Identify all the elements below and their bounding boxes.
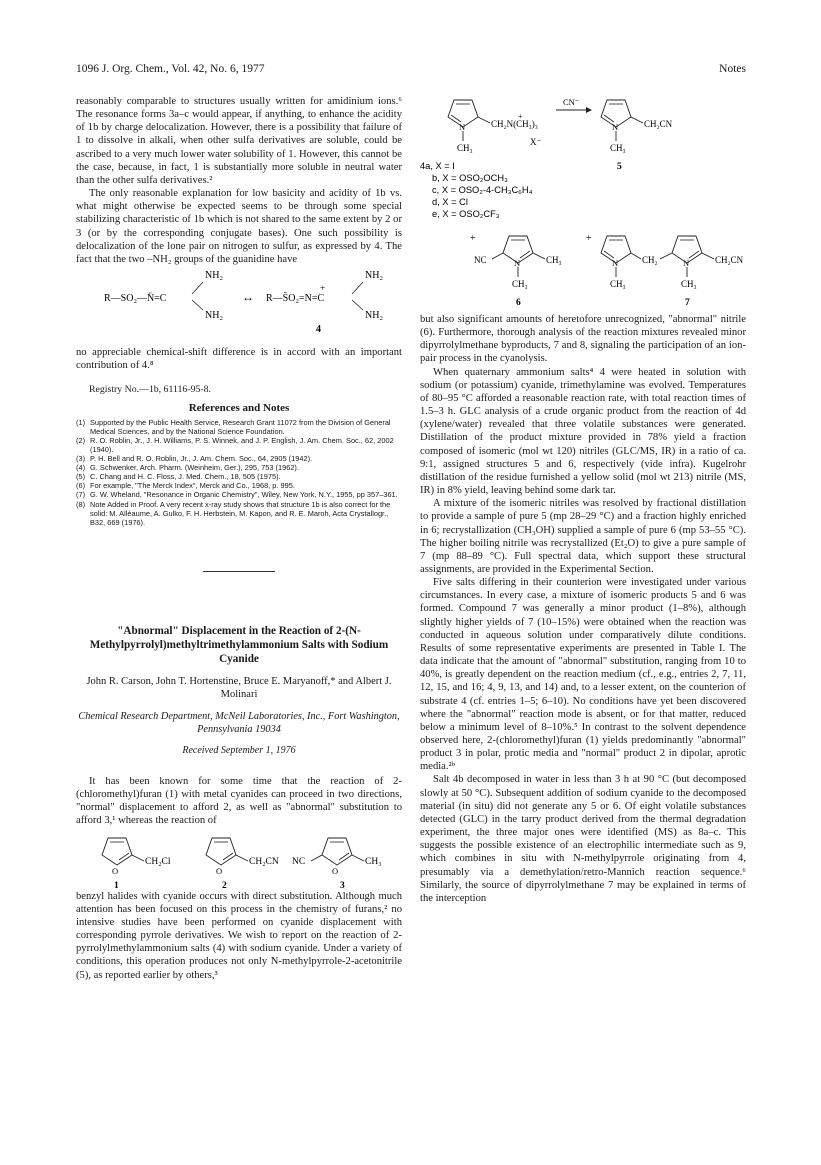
- n-methyl-label: CH₃: [457, 143, 473, 153]
- compound-number-7: 7: [685, 298, 690, 308]
- article-authors: John R. Carson, John T. Hortenstine, Bruce E. Maryanoff,* and Albert J. Molinari: [86, 675, 392, 700]
- nitrogen-label: N: [683, 258, 690, 268]
- article-affiliation: Chemical Research Department, McNeil Laboratories, Inc., Fort Washington, Pennsylvania 19034: [78, 710, 400, 735]
- nh2-label: NH₂: [205, 270, 223, 282]
- pyrrole-ring-7a: [601, 236, 641, 277]
- reaction-scheme: [420, 95, 746, 313]
- counterion-label: X⁻: [530, 137, 542, 147]
- right-column: [420, 95, 746, 905]
- n-methyl-label: CH₃: [610, 143, 626, 153]
- paragraph: The only reasonable explanation for low basicity and acidity of 1b vs. what might otherwise be expected seems to be through some special stabilizing characteristic of 1b which is not shared to the same extent by 2 or 3 (or by the corresponding conjugate bases). One such possibility is delocalization of the lone pair on nitrogen to sulfur, as expressed by 4. The fact that the two –NH₂ groups of the guanidine have: [76, 188, 402, 265]
- substituent-label: CH₃: [546, 255, 562, 265]
- furan-ring-2: [206, 838, 248, 865]
- plus-sign: +: [470, 233, 476, 244]
- nitrogen-label: N: [459, 122, 466, 132]
- reference-item: (2) R. O. Roblin, Jr., J. H. Williams, P. S. Winnek, and J. P. English, J. Am. Chem. Soc., 62, 2002 (1940).: [76, 435, 394, 454]
- pyrrole-ring-7b: [660, 236, 714, 277]
- received-date: Received September 1, 1976: [182, 744, 296, 756]
- oxygen-label: O: [216, 865, 223, 876]
- plus-charge: +: [518, 112, 523, 121]
- substituent-label: CH₂CN: [249, 856, 279, 867]
- substituent-label: CH₂CN: [644, 119, 673, 129]
- resonance-structure-4: [76, 266, 402, 346]
- plus-charge: +: [320, 283, 326, 294]
- counterion-option: b, X = OSO₂OCH₃: [432, 173, 508, 183]
- nh2-label: NH₂: [365, 310, 383, 322]
- reagent-label: CN⁻: [563, 97, 580, 107]
- right-chain: R—S̄O₂=N=C: [266, 293, 325, 305]
- nitrogen-label: N: [612, 122, 619, 132]
- compound-number: 3: [340, 880, 345, 890]
- substituent-label: NC: [292, 856, 306, 867]
- resonance-arrow: ↔: [242, 290, 254, 305]
- pyrrole-ring-6: [492, 236, 545, 277]
- running-header: [76, 63, 746, 79]
- compound-number-5: 5: [617, 162, 622, 172]
- reference-item: (5) C. Chang and H. C. Floss, J. Med. Chem., 18, 505 (1975).: [76, 472, 281, 482]
- substituent-label: CH₂Cl: [145, 856, 171, 867]
- paragraph: but also significant amounts of heretofore unrecognized, "abnormal" nitrile (6). Furthermore, thorough analysis of the reaction mixtures revealed minor dipyrrolylmethane byproducts, 7 and 8, signaling the participation of an ion-pair process in the cyanolysis.: [420, 314, 746, 365]
- n-methyl-label: CH₃: [610, 279, 626, 289]
- header-section: Notes: [719, 63, 746, 75]
- header-journal: 1096 J. Org. Chem., Vol. 42, No. 6, 1977: [76, 63, 265, 75]
- registry-numbers: Registry No.—1b, 61116-95-8.: [89, 384, 211, 396]
- left-column: [76, 95, 402, 982]
- nitrogen-label: N: [612, 258, 619, 268]
- paragraph: Five salts differing in their counterion were investigated under various circumstances. In every case, a mixture of isomeric products 5 and 6 was formed. Compound 7 was generally a minor product (1–8%), although slightly higher yields of 7 (10–15%) were obtained when the reaction was conducted in aqueous solution under comparatively dilute conditions. Results of some representative experiments are presented in Table I. The data indicate that the amount of "abnormal" substitution, ranging from 10 to 40%, is greatly dependent on the reaction medium (cf., e.g., entries 2, 7, 11, 12, 15, and 16; 4, 9, 13, and 14) and, to a lesser extent, on the counterion of substrate 4 (cf. entries 1–5; 6–10). No conditions have yet been discovered where the "abnormal" reaction mode is absent, or for that matter, reduced below a minimum level of 8–10%.⁵ In contrast to the solvent dependence observed here, 2-(chloromethyl)furan (1) yields predominantly "abnormal" product 3 in polar, protic media and "normal" product 2 in dipolar, aprotic media.²ᵇ: [420, 577, 746, 773]
- n-methyl-label: CH₃: [681, 279, 697, 289]
- substituent-label: CH₂CN: [715, 255, 744, 265]
- nh2-label: NH₂: [205, 310, 223, 322]
- paragraph: benzyl halides with cyanide occurs with direct substitution. Although much attention has been focused on this process in the chemistry of furans,² no intensive studies have been performed on cyanide displacement with corresponding pyrrole derivatives. We wish to report on the reaction of 2-pyrrolylmethylammonium salts (4) with sodium cyanide. Under a variety of conditions, this operation produces not only N-methylpyrrole-2-acetonitrile (5), as reported earlier by others,³: [76, 890, 402, 981]
- plus-sign: +: [586, 233, 592, 244]
- compound-number: 2: [222, 880, 227, 890]
- reference-item: (1) Supported by the Public Health Service, Research Grant 11072 from the Division of General Medical Sciences, and by the National Science Foundation.: [76, 417, 391, 436]
- reference-item: (3) P. H. Bell and R. O. Roblin, Jr., J. Am. Chem. Soc., 64, 2905 (1942).: [76, 454, 313, 464]
- paragraph: reasonably comparable to structures usually written for amidinium ions.⁶ The resonance forms 3a–c would appear, if anything, to enhance the acidity of 1b by charge delocalization. However, there is a possibility that failure of 1 to dissolve in alkali, when other sulfa derivatives are soluble, could be ascribed to a very much lower water solubility of 1. However, this cannot be the case, because, in fact, 1 is substantially more soluble in neutral water than the other sulfa derivatives.²: [76, 96, 402, 186]
- compound-number: 1: [114, 880, 119, 890]
- compound-number-6: 6: [516, 298, 521, 308]
- substituent-label: CH₂N(CH₃)₃: [491, 119, 538, 129]
- reference-item: (7) G. W. Wheland, "Resonance in Organic Chemistry", Wiley, New York, N.Y., 1955, pp 357–361.: [76, 490, 398, 500]
- paragraph: no appreciable chemical-shift difference is in accord with an important contribution of 4.⁸: [76, 347, 402, 372]
- references-heading: References and Notes: [188, 401, 290, 414]
- paragraph: It has been known for some time that the reaction of 2-(chloromethyl)furan (1) with metal cyanides can proceed in two directions, "normal" displacement to afford 2, as well as "abnormal" substitution to afford 3,¹ whereas the reaction of: [76, 775, 402, 827]
- counterion-option: c, X = OSO₂-4-CH₃C₆H₄: [432, 185, 533, 195]
- section-divider: [203, 571, 275, 572]
- counterion-option: e, X = OSO₂CF₃: [432, 209, 500, 219]
- compound-label-4a: 4a, X = I: [420, 161, 455, 171]
- furan-ring-3: [311, 838, 364, 865]
- compound-number-4: 4: [316, 324, 321, 336]
- n-methyl-label: CH₃: [512, 279, 528, 289]
- pyrrole-ring-5: [601, 100, 643, 141]
- left-chain: R—SO₂—N̈=C: [104, 293, 167, 305]
- paragraph: When quaternary ammonium salts⁴ 4 were heated in solution with sodium (or potassium) cyanide, trimethylamine was evolved. Temperatures of 80–95 °C afforded a reasonable reaction rate, with total reaction times of 1.5–3 h. GLC analysis of a crude organic product from the reaction of 4d (xylene/water) revealed that three volatile substances were generated. Distillation of the product mixture provided in 78% yield a fraction composed of isomeric (mol wt 120) nitriles (GLC/MS, IR) in a ratio of ca. 9:1, assigned structures 5 and 6, respectively (vide infra). Kugelrohr distillation of the residue furnished a yellow solid (mol wt 213) nitrile (MS, IR) in 8% yield, leaving behind some dark tar.: [420, 366, 746, 497]
- reference-item: (4) G. Schwenker, Arch. Pharm. (Weinheim, Ger.), 295, 753 (1962).: [76, 463, 299, 473]
- counterion-option: d, X = Cl: [432, 197, 468, 207]
- paragraph: Salt 4b decomposed in water in less than 3 h at 90 °C (but decomposed slowly at 50 °C). Subsequent addition of sodium cyanide to the decomposed material (in situ) did not generate any 5 or 6. Of eight volatile substances detected (GLC) in the tarry product derived from the thermal degradation experiment, the three major ones were identified (MS) as 8a–c. This suggests the possible existence of an electrophilic intermediate such as 9, which combines in situ with N-methylpyrrole originating from 4, presumably via a demethylation/retro-Mannich reaction sequence.⁶ Similarly, the source of dipyrrolylmethane 7 may be explained in terms of the interception: [420, 774, 746, 904]
- nh2-label: NH₂: [365, 270, 383, 282]
- bridge-label: CH₂: [642, 255, 658, 265]
- nitrogen-label: N: [514, 258, 521, 268]
- paragraph: A mixture of the isomeric nitriles was resolved by fractional distillation to provide a sample of pure 5 (mp 28–29 °C) and a fraction highly enriched in 6; recrystallization (CH₃OH) supplied a sample of pure 6 (mp 53–55 °C). The higher boiling nitrile was recrystallized (Et₂O) to give a pure sample of 7 (mp 88–89 °C). Full spectral data, which support these structural assignments, are provided in the Experimental Section.: [420, 498, 746, 575]
- substituent-label: CH₃: [365, 856, 382, 867]
- furan-structures: [76, 828, 402, 890]
- pyrrole-ring-4: [448, 100, 490, 141]
- substituent-label: NC: [474, 255, 487, 265]
- furan-ring-1: [102, 838, 144, 865]
- oxygen-label: O: [332, 865, 339, 876]
- reference-item: (8) Note Added in Proof. A very recent x-ray study shows that structure 1b is also correct for the solid: M. Alléaume, A. Gulko, F. H. Herbstein, M. Kapon, and R. E. Maroh, Acta Crystallogr., B32, 669 (1976).: [76, 499, 391, 527]
- article-title: "Abnormal" Displacement in the Reaction of 2-(N-Methylpyrrolyl)methyltrimethylammonium Salts with Sodium Cyanide: [89, 624, 389, 665]
- reference-item: (6) For example, "The Merck Index", Merck and Co., 1968, p. 995.: [76, 481, 295, 491]
- oxygen-label: O: [112, 865, 119, 876]
- references-list: [76, 418, 402, 527]
